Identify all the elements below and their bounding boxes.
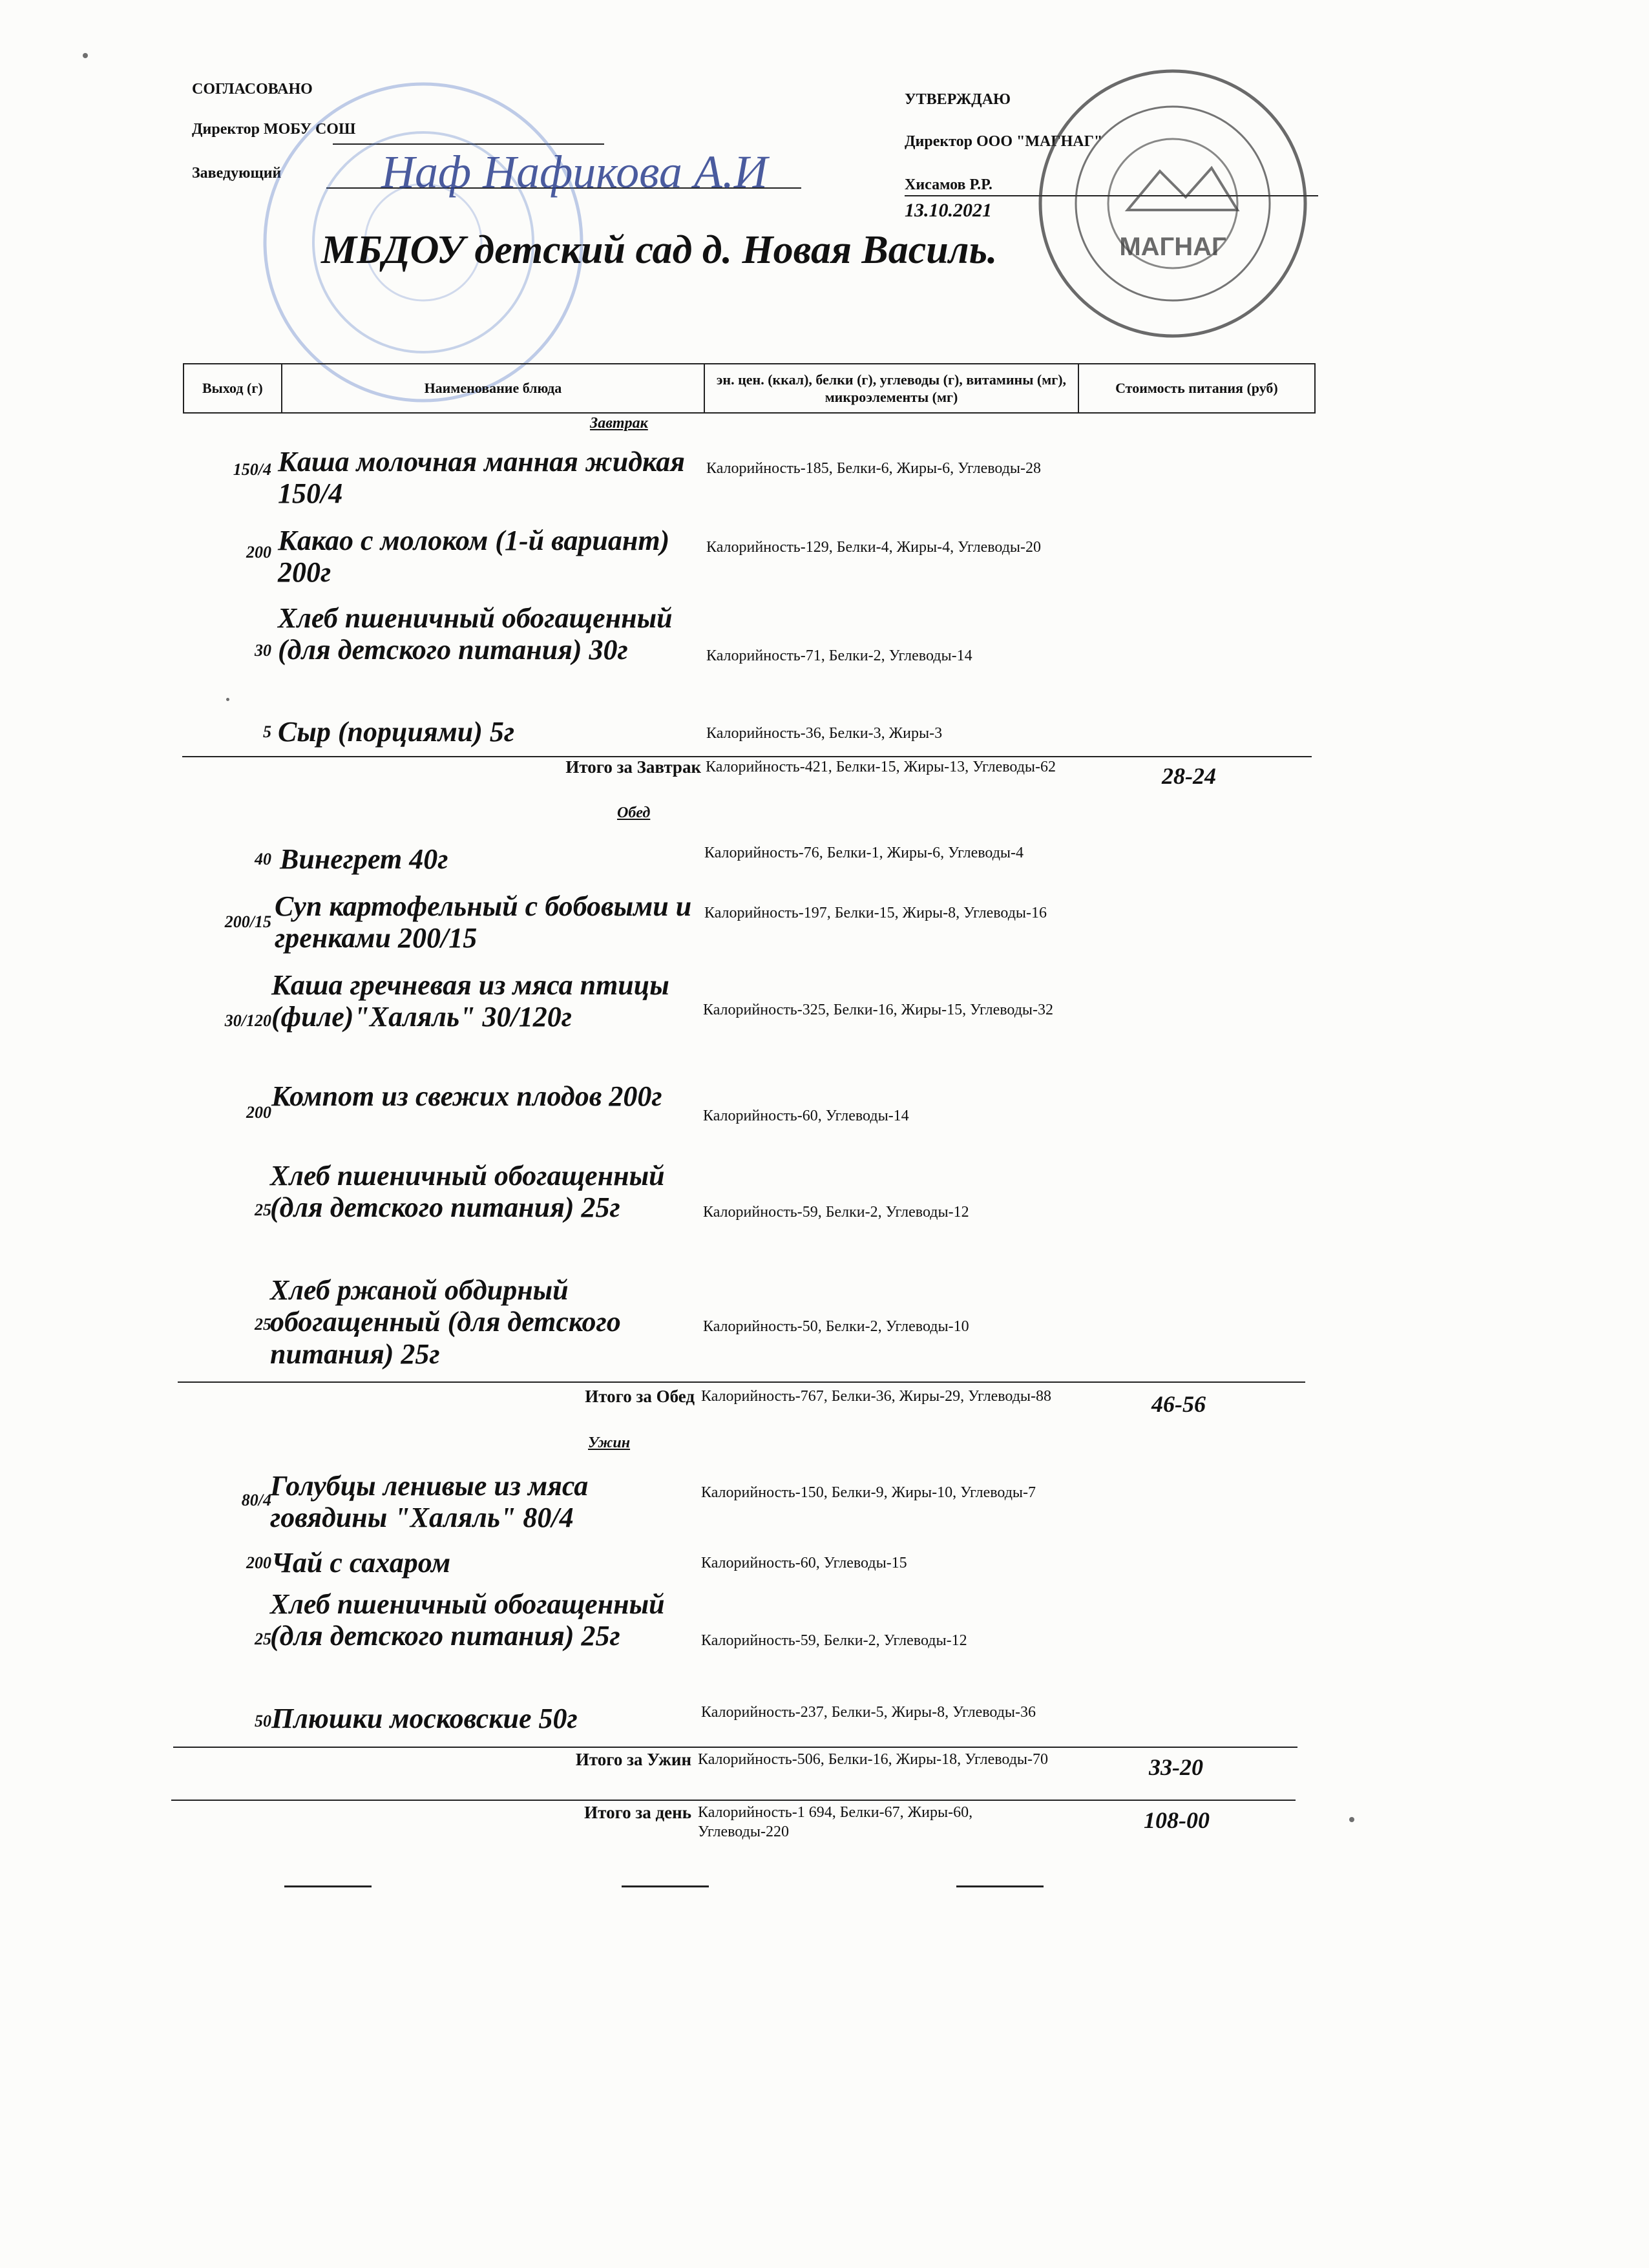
row-output: 150/4 (233, 460, 271, 479)
row-dish: Голубцы ленивые из мяса говядины "Халяль" 80/4 (270, 1470, 589, 1534)
stamp-center-text: МАГНАГ (1119, 233, 1226, 261)
row-dish: Чай с сахаром (271, 1547, 451, 1579)
row-output: 30 (255, 641, 271, 660)
total-cost-breakfast: 28-24 (1162, 763, 1216, 789)
row-output: 30/120 (224, 1011, 271, 1030)
row-nutrition: Калорийность-60, Углеводы-15 (701, 1555, 907, 1571)
footer-signature-line (284, 1885, 372, 1887)
total-label-lunch: Итого за Обед (585, 1387, 695, 1406)
row-nutrition: Калорийность-50, Белки-2, Углеводы-10 (703, 1318, 969, 1335)
section-title-dinner: Ужин (588, 1434, 631, 1451)
handwritten-signature-icon (375, 142, 801, 200)
row-output: 200 (246, 543, 271, 562)
footer-signature-line (956, 1885, 1044, 1887)
row-nutrition: Калорийность-325, Белки-16, Жиры-15, Углеводы-32 (703, 1002, 1054, 1018)
section-title-breakfast: Завтрак (590, 415, 648, 432)
row-dish: Каша гречневая из мяса птицы (филе)"Халяль" 30/120г (271, 969, 669, 1033)
row-output: 200/15 (224, 912, 271, 931)
approval-left-role: Заведующий (192, 165, 282, 182)
row-nutrition: Калорийность-60, Углеводы-14 (703, 1108, 909, 1124)
row-nutrition: Калорийность-76, Белки-1, Жиры-6, Углеводы-4 (704, 845, 1024, 861)
approval-right-name: Хисамов Р.Р. (905, 176, 993, 193)
total-nutrition-breakfast: Калорийность-421, Белки-15, Жиры-13, Углеводы-62 (706, 759, 1056, 775)
row-output: 80/4 (241, 1491, 271, 1509)
scan-speck (1349, 1817, 1354, 1822)
row-dish: Суп картофельный с бобовыми и гренками 200/15 (275, 890, 692, 954)
row-output: 40 (255, 850, 271, 868)
total-label-breakfast: Итого за Завтрак (565, 757, 701, 777)
row-nutrition: Калорийность-59, Белки-2, Углеводы-12 (703, 1204, 969, 1221)
row-dish: Хлеб ржаной обдирный обогащенный (для детского питания) 25г (270, 1274, 621, 1370)
row-output: 50 (255, 1712, 271, 1730)
row-dish: Плюшки московские 50г (271, 1703, 578, 1734)
row-output: 200 (246, 1553, 271, 1572)
col-nutrition: эн. цен. (ккал), белки (г), углеводы (г), витамины (мг), микроэлементы (мг) (705, 364, 1079, 412)
row-dish: Сыр (порциями) 5г (278, 716, 515, 748)
row-dish: Хлеб пшеничный обогащенный (для детского питания) 30г (278, 602, 673, 666)
total-nutrition-day: Калорийность-1 694, Белки-67, Жиры-60, Углеводы-220 (698, 1804, 973, 1840)
row-nutrition: Калорийность-150, Белки-9, Жиры-10, Углеводы-7 (701, 1484, 1036, 1501)
row-nutrition: Калорийность-185, Белки-6, Жиры-6, Углеводы-28 (706, 460, 1042, 477)
row-dish: Винегрет 40г (280, 843, 448, 875)
row-output: 5 (263, 722, 271, 741)
col-dish: Наименование блюда (282, 364, 705, 412)
footer-signature-line (622, 1885, 709, 1887)
table-header (183, 363, 1316, 414)
scan-speck (83, 53, 88, 58)
svg-text:Наф Нафикова А.И: Наф Нафикова А.И (381, 146, 768, 198)
total-cost-day: 108-00 (1144, 1807, 1210, 1833)
approval-right-title: УТВЕРЖДАЮ (905, 91, 1011, 108)
row-output: 25 (255, 1630, 271, 1648)
section-title-lunch: Обед (617, 804, 651, 821)
approval-left-position: Директор МОБУ СОШ (192, 121, 356, 138)
divider (178, 1381, 1305, 1383)
row-nutrition: Калорийность-237, Белки-5, Жиры-8, Углеводы-36 (701, 1704, 1036, 1721)
row-dish: Хлеб пшеничный обогащенный (для детского питания) 25г (270, 1588, 665, 1652)
scan-speck (226, 698, 229, 701)
company-stamp-icon (1031, 61, 1315, 346)
row-nutrition: Калорийность-36, Белки-3, Жиры-3 (706, 725, 943, 742)
row-output: 25 (255, 1201, 271, 1219)
row-nutrition: Калорийность-71, Белки-2, Углеводы-14 (706, 647, 972, 664)
row-nutrition: Калорийность-129, Белки-4, Жиры-4, Углеводы-20 (706, 539, 1042, 556)
row-dish: Какао с молоком (1-й вариант) 200г (278, 525, 670, 589)
row-output: 200 (246, 1103, 271, 1122)
divider (173, 1747, 1297, 1748)
total-cost-lunch: 46-56 (1151, 1391, 1206, 1417)
col-output: Выход (г) (184, 364, 282, 412)
total-label-dinner: Итого за Ужин (575, 1750, 691, 1769)
total-nutrition-lunch: Калорийность-767, Белки-36, Жиры-29, Углеводы-88 (701, 1388, 1052, 1405)
page-title: МБДОУ детский сад д. Новая Василь. (321, 228, 998, 272)
divider (171, 1800, 1296, 1801)
col-cost: Стоимость питания (руб) (1115, 380, 1278, 397)
approval-right-position: Директор ООО "МАГНАГ" (905, 133, 1103, 150)
total-nutrition-dinner: Калорийность-506, Белки-16, Жиры-18, Углеводы-70 (698, 1751, 1049, 1768)
row-nutrition: Калорийность-197, Белки-15, Жиры-8, Углеводы-16 (704, 905, 1047, 921)
row-nutrition: Калорийность-59, Белки-2, Углеводы-12 (701, 1632, 967, 1649)
total-label-day: Итого за день (584, 1803, 691, 1822)
row-dish: Компот из свежих плодов 200г (271, 1080, 662, 1112)
row-dish: Каша молочная манная жидкая 150/4 (278, 446, 685, 510)
row-dish: Хлеб пшеничный обогащенный (для детского питания) 25г (270, 1160, 665, 1224)
row-output: 25 (255, 1315, 271, 1334)
total-cost-dinner: 33-20 (1149, 1754, 1203, 1780)
approval-left-title: СОГЛАСОВАНО (192, 81, 313, 98)
approval-date: 13.10.2021 (905, 200, 992, 221)
